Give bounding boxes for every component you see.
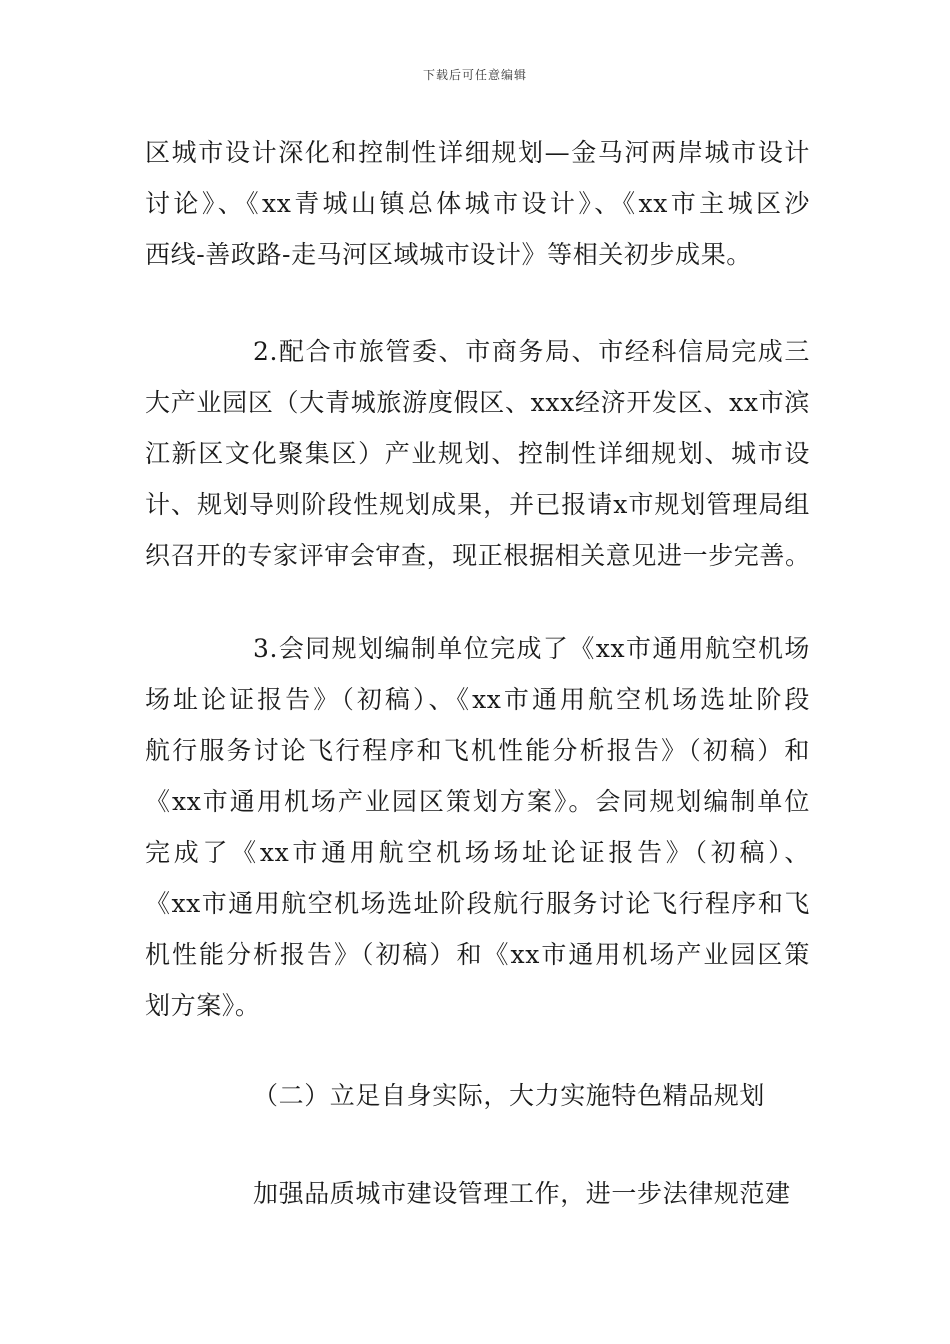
text-line: 加强品质城市建设管理工作，进一步法律规范建: [253, 1179, 791, 1208]
paragraph-3: [145, 623, 810, 1031]
text-line: 计、规划导则阶段性规划成果，并已报请x市规划管理局组: [145, 490, 810, 519]
text-line: 划方案》。: [145, 991, 261, 1020]
text-line: 航行服务讨论飞行程序和飞机性能分析报告》（初稿）和: [145, 736, 810, 765]
text-line: 场址论证报告》（初稿）、《xx市通用航空机场选址阶段: [145, 685, 810, 714]
header-note: 下载后可任意编辑: [422, 68, 527, 82]
text-line: 讨论》、《xx青城山镇总体城市设计》、《xx市主城区沙: [145, 189, 810, 218]
text-line: 《xx市通用机场产业园区策划方案》。会同规划编制单位: [145, 787, 810, 816]
text-line: 西线-善政路-走马河区域城市设计》等相关初步成果。: [145, 240, 752, 269]
text-line: 区城市设计深化和控制性详细规划—金马河两岸城市设计: [145, 138, 810, 167]
text-line: 织召开的专家评审会审查，现正根据相关意见进一步完善。: [145, 541, 811, 570]
text-line: 3.会同规划编制单位完成了《xx市通用航空机场: [253, 634, 810, 663]
text-line: 机性能分析报告》（初稿）和《xx市通用机场产业园区策: [145, 940, 810, 969]
text-line: 大产业园区（大青城旅游度假区、xxx经济开发区、xx市滨: [145, 388, 810, 417]
paragraph-2: [145, 326, 810, 581]
section-heading-text: （二）立足自身实际，大力实施特色精品规划: [253, 1081, 766, 1110]
text-line: 《xx市通用航空机场选址阶段航行服务讨论飞行程序和飞: [145, 889, 810, 918]
text-line: 完成了《xx市通用航空机场场址论证报告》（初稿）、: [145, 838, 810, 867]
section-heading: [145, 1070, 810, 1121]
text-line: 江新区文化聚集区）产业规划、控制性详细规划、城市设: [145, 439, 810, 468]
paragraph-4: [145, 1168, 810, 1219]
paragraph-1: [145, 127, 810, 280]
text-line: 2.配合市旅管委、市商务局、市经科信局完成三: [253, 337, 810, 366]
